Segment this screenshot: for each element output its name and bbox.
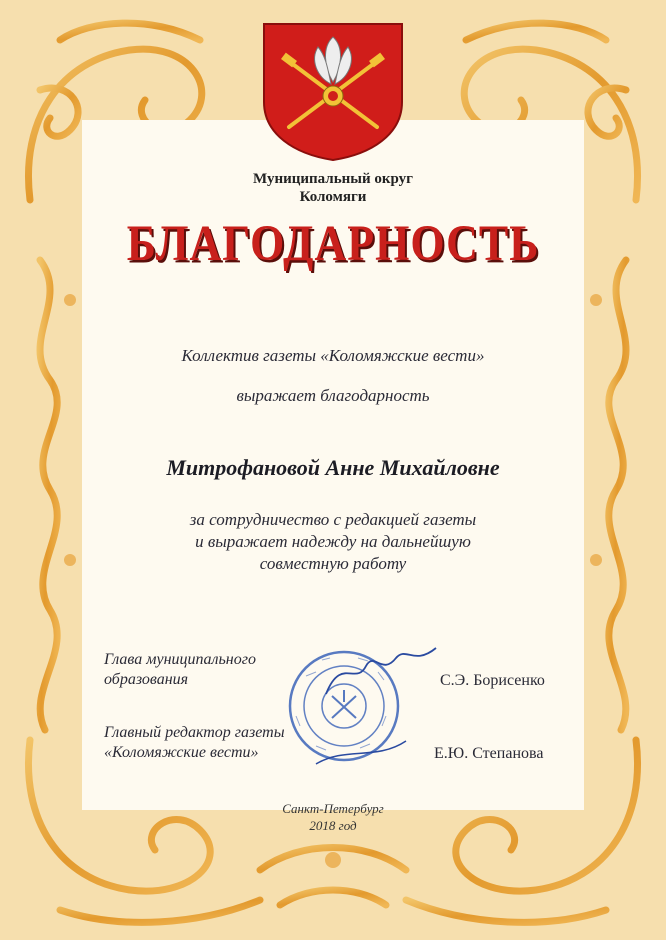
reason-line-1: за сотрудничество с редакцией газеты: [189, 510, 477, 529]
signatory-role-editor: [104, 723, 285, 763]
signatory-name-head: С.Э. Борисенко: [440, 672, 545, 689]
recipient-name: Митрофановой Анне Михайловне: [166, 455, 500, 480]
body-line-collective: Коллектив газеты «Коломяжские вести»: [181, 346, 485, 365]
signatory-role-head: [104, 650, 256, 690]
district-locality: Коломяги: [299, 189, 367, 205]
municipal-district-name: Муниципальный округ: [253, 171, 413, 187]
role-line: Главный редактор газеты: [104, 724, 285, 741]
role-line: «Коломяжские вести»: [104, 744, 259, 761]
footer-year: 2018 год: [309, 818, 357, 833]
signatory-name-editor: Е.Ю. Степанова: [434, 745, 544, 762]
coat-of-arms-emblem: [262, 22, 404, 162]
body-line-gratitude: выражает благодарность: [236, 386, 430, 405]
certificate-title: БЛАГОДАРНОСТЬ: [126, 215, 540, 272]
footer-city: Санкт-Петербург: [282, 801, 384, 816]
role-line: Глава муниципального: [104, 651, 256, 668]
role-line: образования: [104, 671, 189, 688]
official-stamp: [286, 636, 446, 776]
reason-line-2: и выражает надежду на дальнейшую: [195, 532, 471, 551]
reason-line-3: совместную работу: [259, 554, 407, 573]
